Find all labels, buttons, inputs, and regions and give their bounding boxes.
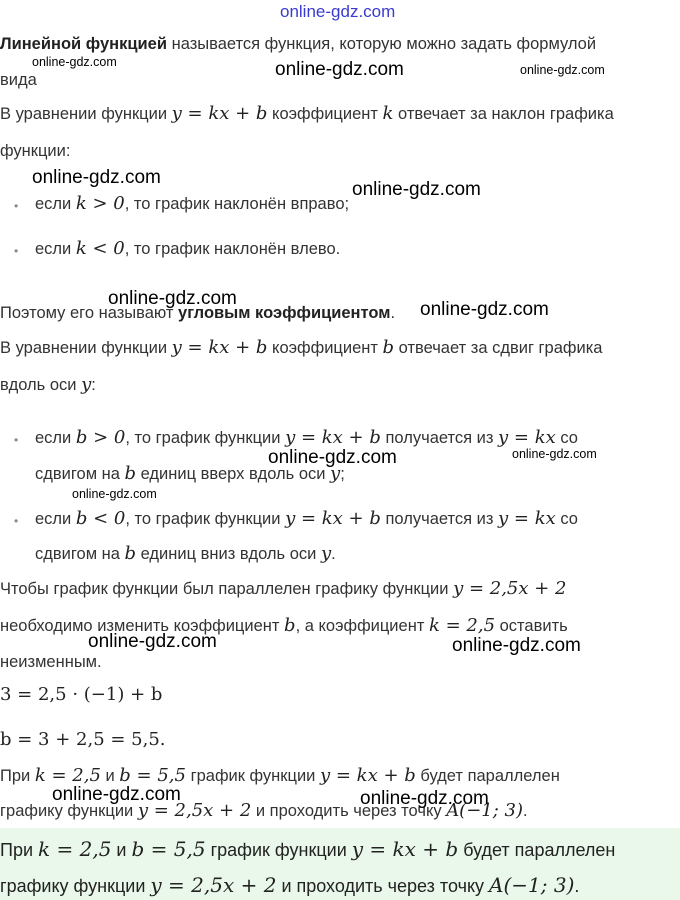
list-item: если b > 0, то график функции y = kx + b получается из y = kx со	[35, 427, 578, 448]
shift-paragraph-line-2: вдоль оси y:	[0, 374, 96, 395]
definition-term: Линейной функцией	[0, 35, 168, 53]
task-paragraph-line-1: Чтобы график функции был параллелен графику функции y = 2,5x + 2	[0, 578, 567, 599]
list-item: если b < 0, то график функции y = kx + b получается из y = kx со	[35, 508, 578, 529]
watermark: online-gdz.com	[32, 167, 161, 188]
slope-paragraph-line-2: функции:	[0, 142, 71, 160]
definition-line-2: вида	[0, 71, 37, 89]
bullet-icon: •	[14, 244, 19, 258]
bullet-icon: •	[14, 433, 19, 447]
definition-line-1: Линейной функцией называется функция, которую можно задать формулой	[0, 35, 597, 53]
shift-paragraph-line-1: В уравнении функции y = kx + b коэффициент b отвечает за сдвиг графика	[0, 337, 603, 358]
equation-2: b = 3 + 2,5 = 5,5.	[0, 729, 166, 750]
watermark: online-gdz.com	[420, 299, 549, 320]
watermark: online-gdz.com	[88, 631, 217, 652]
task-paragraph-line-2: необходимо изменить коэффициент b, а коэффициент k = 2,5 оставить	[0, 615, 568, 636]
angular-coefficient-line: Поэтому его называют угловым коэффициентом.	[0, 304, 396, 322]
watermark: online-gdz.com	[352, 179, 481, 200]
answer-line-1: При k = 2,5 и b = 5,5 график функции y = kx + b будет параллелен	[0, 837, 616, 861]
watermark: online-gdz.com	[520, 63, 605, 77]
bullet-icon: •	[14, 514, 19, 528]
watermark: online-gdz.com	[275, 59, 404, 80]
list-item-continuation: сдвигом на b единиц вниз вдоль оси y.	[35, 543, 336, 564]
answer-line-2: графику функции y = 2,5x + 2 и проходить через точку A(−1; 3).	[0, 873, 580, 897]
task-paragraph-line-3: неизменным.	[0, 653, 102, 671]
watermark: online-gdz.com	[72, 487, 157, 501]
list-item-continuation: сдвигом на b единиц вверх вдоль оси y;	[35, 463, 345, 484]
watermark-top: online-gdz.com	[280, 2, 396, 21]
watermark: online-gdz.com	[268, 447, 397, 468]
answer-box	[0, 828, 680, 900]
list-item: если k > 0, то график наклонён вправо;	[35, 193, 350, 214]
watermark: online-gdz.com	[52, 784, 181, 805]
result-line-1: При k = 2,5 и b = 5,5 график функции y = kx + b будет параллелен	[0, 765, 560, 786]
result-line-2: графику функции y = 2,5x + 2 и проходить через точку A(−1; 3).	[0, 800, 528, 821]
watermark: online-gdz.com	[32, 55, 117, 69]
watermark: online-gdz.com	[512, 447, 597, 461]
slope-paragraph-line-1: В уравнении функции y = kx + b коэффициент k отвечает за наклон графика	[0, 103, 614, 124]
watermark: online-gdz.com	[452, 635, 581, 656]
watermark: online-gdz.com	[360, 788, 489, 809]
watermark: online-gdz.com	[108, 288, 237, 309]
equation-1: 3 = 2,5 · (−1) + b	[0, 684, 163, 705]
list-item: если k < 0, то график наклонён влево.	[35, 238, 341, 259]
bullet-icon: •	[14, 199, 19, 213]
